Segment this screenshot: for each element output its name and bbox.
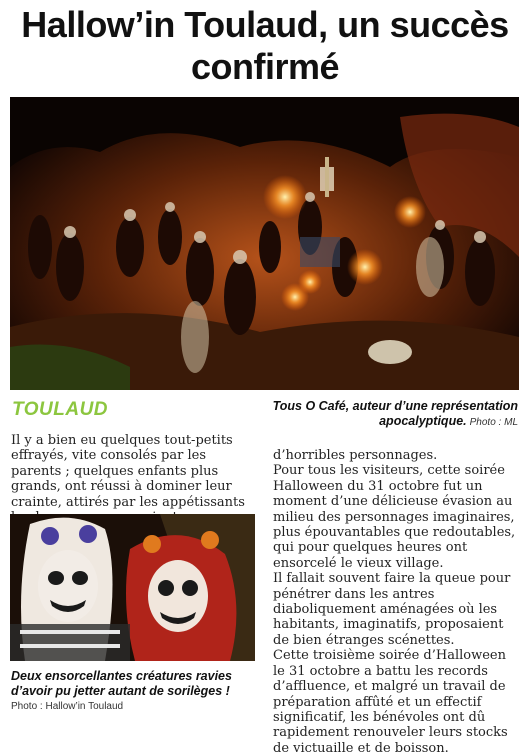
main-photo bbox=[10, 97, 519, 390]
section-tag-toulaud: TOULAUD bbox=[12, 399, 109, 420]
article-column-left bbox=[11, 433, 258, 525]
article-column-right bbox=[273, 448, 521, 756]
headline-line-2: confirmé bbox=[190, 46, 340, 87]
small-photo-caption: Deux ensorcellantes créatures ravies d’avoir pu jetter autant de sorilèges ! bbox=[11, 669, 232, 698]
main-photo-caption bbox=[258, 399, 518, 430]
costumed-creatures-photo bbox=[10, 514, 255, 661]
main-photo-credit: Photo : ML bbox=[469, 417, 518, 428]
headline-line-1: Hallow’in Toulaud, un succès bbox=[21, 4, 509, 45]
small-photo-credit: Photo : Hallow’in Toulaud bbox=[11, 701, 124, 712]
body-paragraph-right-2: Pour tous les visiteurs, cette soirée Halloween du 31 octobre fut un moment d’une délicieuse évasion au milieu des personnages imaginaires, plus épouvantables que redoutables, qui pour quelques heures ont ensorcelé le vieux village. bbox=[273, 463, 516, 571]
halloween-crowd-photo bbox=[10, 97, 519, 390]
body-paragraph-right-1: d’horribles personnages. bbox=[273, 448, 438, 463]
small-photo bbox=[10, 514, 255, 661]
main-caption-text: Tous O Café, auteur d’une représentation apocalyptique. bbox=[272, 399, 518, 428]
body-paragraph-left: Il y a bien eu quelques tout-petits effrayés, vite consolés par les parents ; quelques enfants plus grands, ont réussi à dominer leur crainte, attirés par les appétissants bbox=[11, 433, 245, 510]
body-paragraph-right-3: Il fallait souvent faire la queue pour pénétrer dans les antres diaboliquement aménagées où les habitants, imaginatifs, proposaient de bien étranges scénettes. bbox=[273, 571, 511, 648]
article-headline bbox=[0, 4, 530, 88]
body-paragraph-right-4: Cette troisième soirée d’Halloween le 31 octobre a battu les records d’affluence, et malgré un travail de préparation affûté et un effectif significatif, les bénévoles ont dû rapidement renouveler leurs stocks de victuaille et de boisson. bbox=[273, 648, 508, 756]
